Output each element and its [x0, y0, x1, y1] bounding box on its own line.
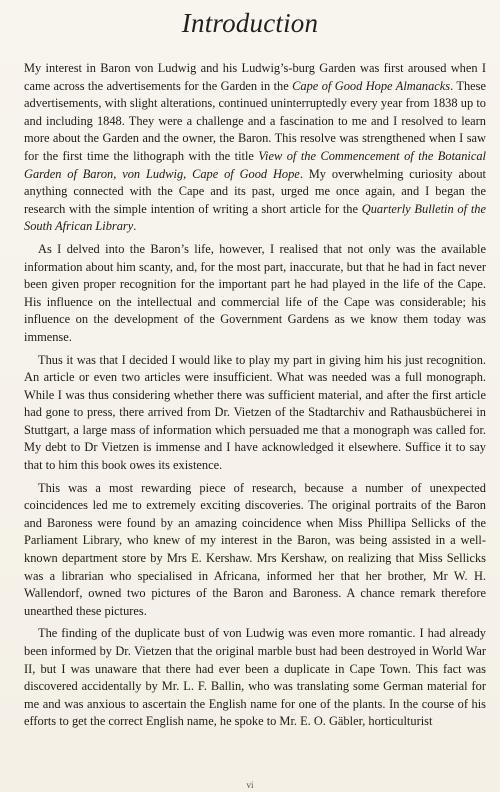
- paragraph-3: Thus it was that I decided I would like to play my part in giving him his just recognition. An article or even two articles were insufficient. What was needed was a full monograph. While I was thus considering whether there was sufficient material, and after the first article had gone to press, there arrived from Dr. Vietzen of the Stadtarchiv and Rathausbücherei in Stuttgart, a large mass of information which persuaded me that a monograph was called for. My debt to Dr Vietzen is immense and I have acknowledged it elsewhere. Suffice it to say that to him this book owes its existence.: [24, 352, 486, 473]
- paragraph-2: As I delved into the Baron’s life, however, I realised that not only was the available information about him scanty, and, for the most part, inaccurate, but that he had in fact never been given proper recognition for the important part he had played in the life of the Cape. His influence on the intellectual and commercial life of the Cape was considerable; his influence on the development of the Government Gardens as we know them today was immense.: [24, 241, 486, 344]
- page-number: vi: [246, 780, 254, 790]
- paragraph-1-text-b: . These advertisements, with slight alterations, continued uninterruptedly every year from 1838 up to and including 1848. They were a challenge and a fascination to me and I resolved to learn more about the Garden and the owner, the Baron. This resolve was strengthened when I saw for the first time the lithograph with the title: [24, 78, 487, 163]
- paragraph-1: [24, 60, 486, 236]
- paragraph-1-italic-lithograph-title: View of the Commencement of the Botanical Garden of Baron, von Ludwig, Cape of Good Hope: [24, 148, 486, 181]
- paragraph-1-text-c: . My overwhelming curiosity about anything connected with the Cape and its past, urged me once again, and I began the research with the simple intention of writing a short article for the: [24, 166, 486, 216]
- paragraph-1-italic-bulletin: Quarterly Bulletin of the South African Library: [24, 201, 486, 234]
- paragraph-5: The finding of the duplicate bust of von Ludwig was even more romantic. I had already been informed by Dr. Vietzen that the original marble bust had been destroyed in World War II, but I was unaware that there had ever been a duplicate in Cape Town. This fact was discovered accidentally by Mr. L. F. Ballin, who was translating some German material for me and was anxious to ascertain the English name for one of the plants. In the course of his efforts to get the correct English name, he spoke to Mr. E. O. Gäbler, horticulturist: [24, 626, 486, 729]
- paragraph-4: This was a most rewarding piece of research, because a number of unexpected coincidences led me to extremely exciting discoveries. The original portraits of the Baron and Baroness were found by an amazing coincidence when Miss Phillipa Sellicks of the Parliament Library, who knew of my interest in the Baron, was being assisted in a well-known department store by Mrs E. Kershaw. Mrs Kershaw, on realizing that Miss Sellicks was a librarian who specialised in Africana, informed her that her brother, Mr W. H. Wallendorf, owned two pictures of the Baron and Baroness. A chance remark therefore unearthed these pictures.: [24, 480, 486, 618]
- paragraph-1-text-a: My interest in Baron von Ludwig and his Ludwig’s-burg Garden was first aroused when I came across the advertisements for the Garden in the: [24, 61, 486, 93]
- page-title: Introduction: [181, 8, 319, 38]
- paragraph-1-text-d: .: [133, 219, 137, 234]
- body-text: [24, 60, 486, 736]
- paragraph-1-italic-almanacks: Cape of Good Hope Almanacks: [292, 78, 451, 93]
